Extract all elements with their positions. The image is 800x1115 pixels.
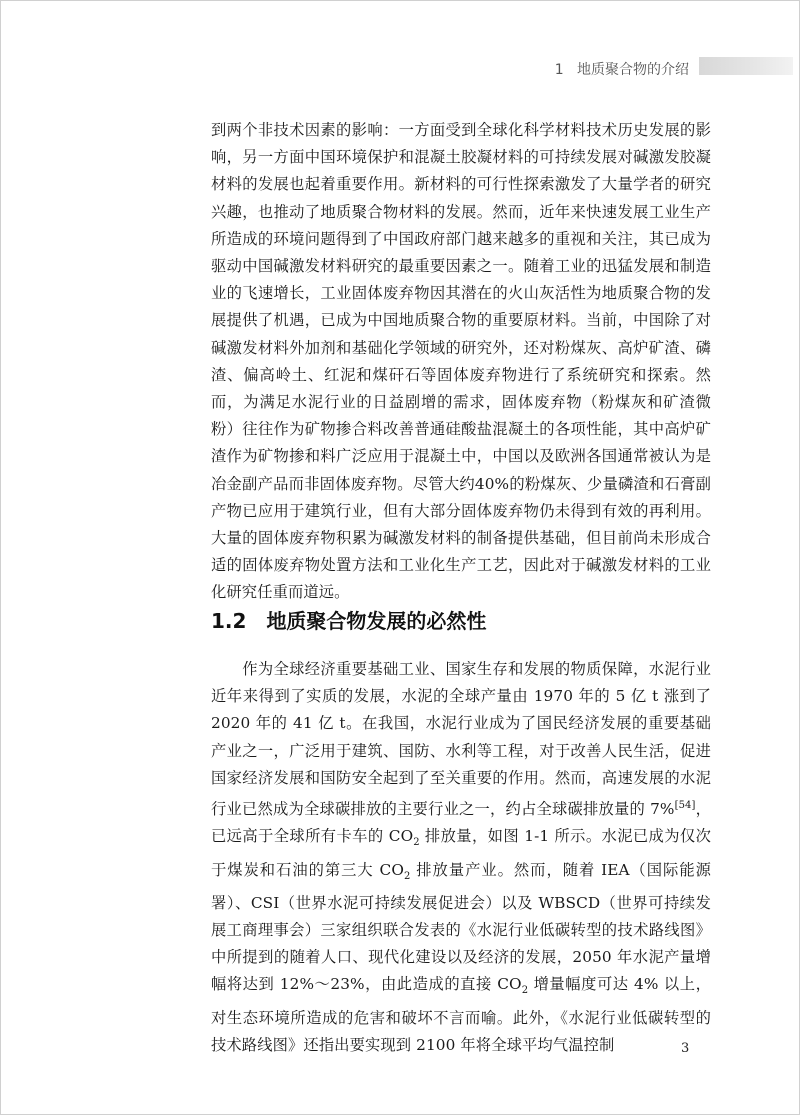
section-heading (211, 605, 486, 634)
paragraph-text: ，已远高于全球所有卡车的 CO (211, 800, 712, 846)
subscript: 2 (403, 870, 411, 882)
header-decoration-bar (699, 57, 793, 75)
paragraph-text: 排放量产业。然而，随着 IEA（国际能源署）、CSI（世界水泥可持续发展促进会）以及 WBSCD（世界可持续发展工商理事会）三家组织联合发表的《水泥行业低碳转型的技术路线图》中所提到的随着人口、现代化建设以及经济的发展，2050 年水泥产量增幅将达到 12%～23%，由此造成的直接 CO (211, 860, 711, 994)
paragraph (211, 656, 711, 1059)
section-body (211, 656, 711, 1059)
section-title-text: 地质聚合物发展的必然性 (266, 609, 487, 633)
citation: [54] (674, 800, 696, 812)
paragraph: 到两个非技术因素的影响：一方面受到全球化科学材料技术历史发展的影响，另一方面中国环境保护和混凝土胶凝材料的可持续发展对碱激发胶凝材料的发展也起着重要作用。新材料的可行性探索激发了大量学者的研究兴趣，也推动了地质聚合物材料的发展。然而，近年来快速发展工业生产所造成的环境问题得到了中国政府部门越来越多的重视和关注，其已成为驱动中国碱激发材料研究的最重要因素之一。随着工业的迅猛发展和制造业的飞速增长，工业固体废弃物因其潜在的火山灰活性为地质聚合物的发展提供了机遇，已成为中国地质聚合物的重要原材料。当前，中国除了对碱激发材料外加剂和基础化学领域的研究外，还对粉煤灰、高炉矿渣、磷渣、偏高岭土、红泥和煤矸石等固体废弃物进行了系统研究和探索。然而，为满足水泥行业的日益剧增的需求，固体废弃物（粉煤灰和矿渣微粉）往往作为矿物掺合料改善普通硅酸盐混凝土的各项性能，其中高炉矿渣作为矿物掺和料广泛应用于混凝土中，中国以及欧洲各国通常被认为是冶金副产品而非固体废弃物。尽管大约40%的粉煤灰、少量磷渣和石膏副产物已应用于建筑行业，但有大部分固体废弃物仍未得到有效的再利用。大量的固体废弃物积累为碱激发材料的制备提供基础，但目前尚未形成合适的固体废弃物处置方法和工业化生产工艺，因此对于碱激发材料的工业化研究任重而道远。 (211, 121, 711, 602)
body-text (211, 117, 711, 607)
paragraph-text: 排放量，如图 1-1 所示。水泥已成为仅次于煤炭和石油的第三大 CO (211, 827, 712, 879)
subscript: 2 (521, 985, 529, 997)
section-number: 1.2 (211, 609, 247, 633)
subscript: 2 (413, 837, 420, 849)
paragraph-text: 作为全球经济重要基础工业、国家生存和发展的物质保障，水泥行业近年来得到了实质的发展，水泥的全球产量由 1970 年的 5 亿 t 涨到了 2020 年的 41 亿 t。在我国，水泥行业成为了国民经济发展的重要基础产业之一，广泛用于建筑、国防、水利等工程，对于改善人民生活，促进国家经济发展和国防安全起到了至关重要的作用。然而，高速发展的水泥行业已然成为全球碳排放的主要行业之一，约占全球碳排放量的 7% (211, 660, 711, 819)
page-number: 3 (681, 1041, 690, 1056)
running-title: 1 地质聚合物的介绍 (554, 62, 689, 78)
running-header (1, 57, 800, 79)
paragraph-text: 增量幅度可达 4% 以上，对生态环境所造成的危害和破坏不言而喻。此外，《水泥行业低碳转型的技术路线图》还指出要实现到 2100 年将全球平均气温控制 (211, 975, 711, 1054)
